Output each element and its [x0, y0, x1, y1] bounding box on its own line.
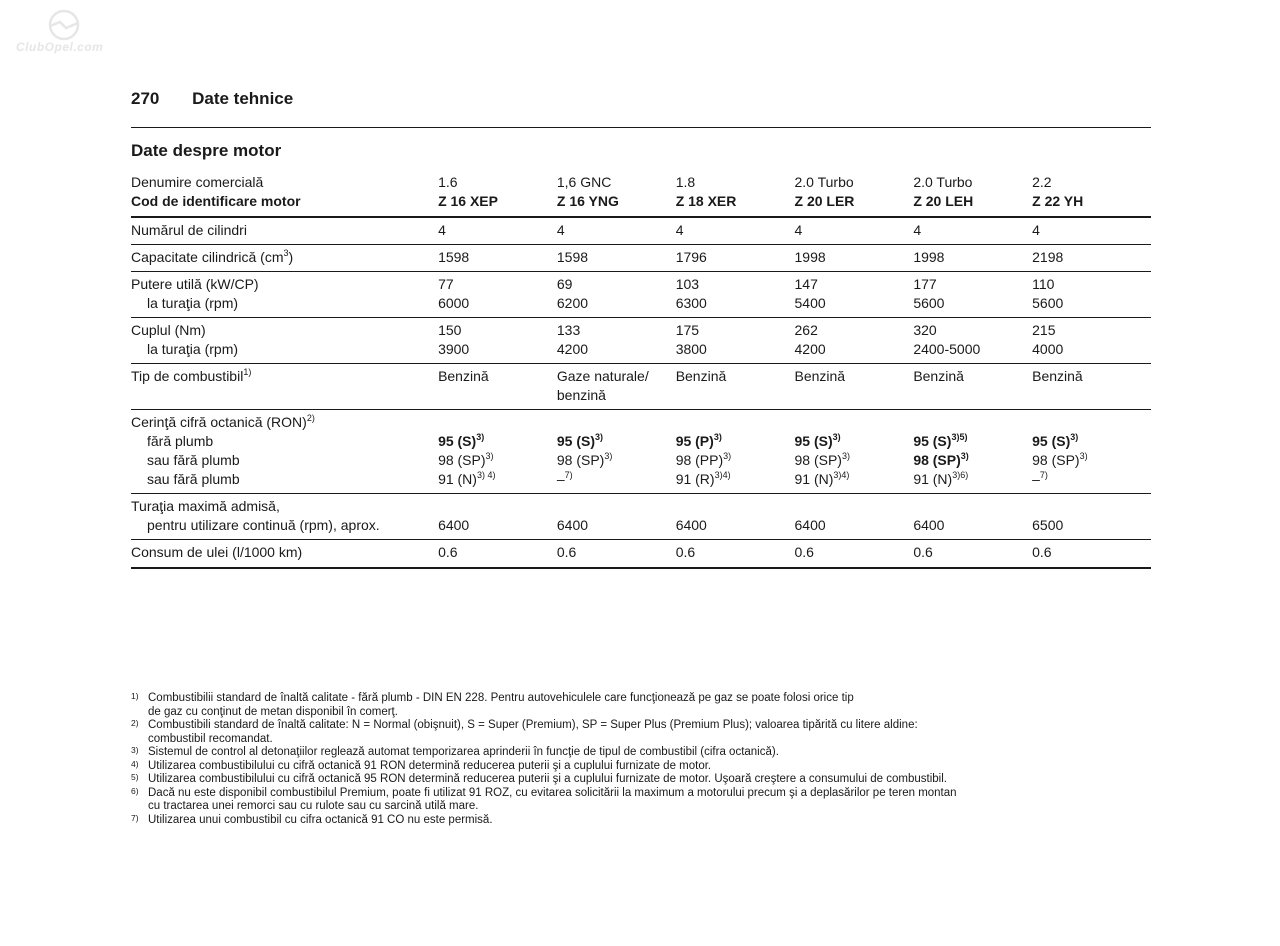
table-cell [913, 410, 1032, 494]
table-cell [1032, 540, 1151, 569]
cell-value: 6400 [913, 517, 945, 533]
engine-code: Z 20 LEH [913, 193, 974, 209]
cell-value: 6300 [675, 295, 707, 311]
table-cell [795, 245, 914, 272]
footnote-mark: 3) [131, 745, 139, 755]
table-cell [438, 540, 557, 569]
cell-value: 6200 [556, 295, 589, 311]
octane-value: 98 (PP)$^{3)}$ [675, 451, 732, 468]
cell-value: 4 [913, 222, 922, 238]
table-cell [131, 272, 438, 318]
table-cell [131, 217, 438, 245]
cell-value: Gaze naturale/ [556, 368, 649, 384]
engine-name: 1.6 [438, 174, 458, 190]
table-cell [131, 494, 438, 540]
footnote-text: de gaz cu conţinut de metan disponibil în comerţ. [148, 705, 398, 718]
watermark-logo [14, 8, 118, 56]
octane-value: –$^{7)}$ [1032, 470, 1048, 487]
table-cell [913, 494, 1032, 540]
cell-value: 147 [794, 276, 818, 292]
page-header [131, 89, 293, 109]
section-title: Date despre motor [131, 141, 282, 160]
row-label: Numărul de cilindri [131, 222, 247, 238]
table-cell [557, 494, 676, 540]
table-cell [557, 272, 676, 318]
table-cell [1032, 494, 1151, 540]
table-cell [438, 364, 557, 410]
cell-value: 6400 [675, 517, 707, 533]
row-sublabel: sau fără plumb [147, 452, 240, 468]
cell-value: 6500 [1032, 517, 1064, 533]
row-label: Consum de ulei (l/1000 km) [131, 544, 303, 560]
cell-value: 110 [1032, 276, 1055, 292]
engine-code: Z 22 YH [1032, 193, 1084, 209]
footnote-mark: 6) [131, 785, 139, 796]
octane-value: 95 $(S)^{3)}$ [556, 432, 604, 449]
footnote-mark: 2) [131, 718, 139, 728]
engine-name: 2.0 Turbo [913, 174, 973, 190]
table-cell [676, 245, 795, 272]
octane-value: 95 $(S)^{3)}$ [1032, 432, 1079, 449]
cell-value: 4000 [1032, 341, 1064, 357]
page-title: Date tehnice [192, 89, 294, 108]
cell-value: 0.6 [794, 544, 814, 560]
row-label: Putere utilă (kW/CP) [131, 276, 259, 292]
octane-value: 91 $(N)^{3) 4)}$ [438, 470, 496, 487]
cell-value: 150 [438, 322, 462, 338]
table-row [131, 245, 1151, 272]
cell-value: 4 [1032, 222, 1040, 238]
octane-value: 98 (SP)$^{3)}$ [438, 451, 494, 468]
table-cell [131, 540, 438, 569]
octane-value: 98 (SP)$^{3)}$ [913, 451, 969, 468]
table-cell [1032, 272, 1151, 318]
table-row [131, 410, 1151, 494]
cell-value: 6400 [438, 517, 470, 533]
octane-value: 91 $(N)^{3)6)}$ [913, 470, 969, 487]
cell-value: 5600 [1032, 295, 1064, 311]
table-cell [1032, 245, 1151, 272]
row-sublabel: sau fără plumb [147, 471, 240, 487]
table-cell [676, 318, 795, 364]
table-cell [1032, 364, 1151, 410]
table-cell [913, 540, 1032, 569]
table-cell [795, 272, 914, 318]
table-cell [913, 364, 1032, 410]
opel-logo-icon [14, 8, 118, 42]
cell-value: 0.6 [1032, 544, 1052, 560]
table-cell [131, 245, 438, 272]
table-cell [676, 272, 795, 318]
footnote [131, 760, 1131, 774]
table-cell [131, 364, 438, 410]
table-row [131, 318, 1151, 364]
cell-value: 6400 [794, 517, 826, 533]
cell-value: 4200 [556, 341, 589, 357]
engine-code: Z 16 YNG [556, 193, 619, 209]
cell-value: benzină [556, 387, 606, 403]
table-cell [438, 272, 557, 318]
footnote [131, 746, 1131, 760]
table-cell [131, 171, 438, 217]
row-label: Turaţia maximă admisă, [131, 498, 280, 514]
footnote-text: Dacă nu este disponibil combustibilul Premium, poate fi utilizat 91 ROZ, cu evitarea solicitării la maximum a motorului precum şi a deplasărilor pe teren montan [148, 786, 957, 799]
cell-value: Benzină [438, 368, 489, 384]
footnote-mark: 4) [131, 758, 139, 769]
cell-value: 2400-5000 [913, 341, 981, 357]
engine-code: Z 16 XEP [438, 193, 498, 209]
table-cell [913, 272, 1032, 318]
cell-value: 6000 [438, 295, 470, 311]
footnotes [131, 692, 1131, 827]
table-cell [557, 171, 676, 217]
header-divider [131, 127, 1151, 128]
cell-value: 1998 [913, 249, 945, 265]
cell-value: 77 [438, 276, 454, 292]
engine-code: Z 18 XER [675, 193, 737, 209]
footnote-text: Sistemul de control al detonaţiilor reglează automat temporizarea aprinderii în funcţie de tipul de combustibil (cifra octanică). [148, 746, 779, 758]
cell-value: 6400 [556, 517, 589, 533]
table-cell [557, 364, 676, 410]
cell-value: 0.6 [438, 544, 458, 560]
table-cell [131, 318, 438, 364]
table-cell [557, 540, 676, 569]
footnote-text: Utilizarea combustibilului cu cifră octanică 91 RON determină reducerea puterii şi a cuplului furnizate de motor. [148, 759, 712, 772]
table-cell [557, 318, 676, 364]
cell-value: Benzină [913, 368, 964, 384]
page-number: 270 [131, 89, 160, 108]
row-sublabel: la turaţia (rpm) [147, 295, 239, 311]
table-row [131, 217, 1151, 245]
engine-name: 1.8 [675, 174, 696, 190]
cell-value: 175 [675, 322, 700, 338]
row-label: Cuplul (Nm) [131, 322, 206, 338]
table-cell [438, 410, 557, 494]
table-cell [438, 318, 557, 364]
table-cell [676, 364, 795, 410]
octane-value: 95 $(S)^{3)}$ [794, 432, 841, 449]
table-cell [1032, 171, 1151, 217]
cell-value: 4200 [794, 341, 826, 357]
octane-value: 98 (SP)$^{3)}$ [1032, 451, 1088, 468]
footnote-mark: 1) [131, 691, 139, 701]
table-row [131, 494, 1151, 540]
octane-value: 91 $(N)^{3)4)}$ [794, 470, 850, 487]
table-cell [913, 171, 1032, 217]
cell-value: 5400 [794, 295, 826, 311]
table-cell [1032, 318, 1151, 364]
table-row [131, 364, 1151, 410]
cell-value: 3900 [438, 341, 470, 357]
table-cell [795, 364, 914, 410]
footnote [131, 787, 1131, 814]
table-row [131, 272, 1151, 318]
table-cell [1032, 410, 1151, 494]
table-cell [438, 245, 557, 272]
table-cell [795, 410, 914, 494]
cell-value: 320 [913, 322, 937, 338]
octane-value: 98 (SP)$^{3)}$ [556, 451, 613, 468]
table-cell [913, 217, 1032, 245]
row-label: Denumire comercială [131, 174, 264, 190]
cell-value: 0.6 [675, 544, 696, 560]
footnote [131, 814, 1131, 828]
cell-value: Benzină [675, 368, 727, 384]
engine-name: 2.2 [1032, 174, 1052, 190]
footnote-mark: 7) [131, 812, 139, 823]
row-label: Tip de combustibil$^{1)}$ [131, 367, 252, 384]
octane-value: 95 $(S)^{3)}$ [438, 432, 485, 449]
octane-value: 98 (SP)$^{3)}$ [794, 451, 850, 468]
table-cell [676, 494, 795, 540]
table-cell [557, 217, 676, 245]
cell-value: 2198 [1032, 249, 1064, 265]
table-cell [676, 171, 795, 217]
table-cell [438, 494, 557, 540]
table-cell [795, 540, 914, 569]
cell-value: 4 [556, 222, 565, 238]
cell-value: 3800 [675, 341, 707, 357]
table-header-row [131, 171, 1151, 217]
footnote [131, 719, 1131, 746]
cell-value: Benzină [1032, 368, 1083, 384]
cell-value: 1998 [794, 249, 826, 265]
row-label: Capacitate cilindrică $(cm^3)$ [131, 248, 294, 265]
table-cell [795, 494, 914, 540]
table-cell [557, 410, 676, 494]
cell-value: 103 [675, 276, 700, 292]
row-sublabel: pentru utilizare continuă (rpm), aprox. [147, 517, 380, 533]
cell-value: Benzină [794, 368, 846, 384]
footnote [131, 692, 1131, 719]
cell-value: 215 [1032, 322, 1056, 338]
footnote [131, 773, 1131, 787]
engine-name: 2.0 Turbo [794, 174, 854, 190]
octane-value: 95 $(P)^{3)}$ [675, 432, 722, 449]
cell-value: 4 [438, 222, 446, 238]
footnote-mark: 5) [131, 772, 139, 782]
footnote-text: combustibil recomandat. [148, 732, 273, 745]
octane-value: 95 $(S)^{3)5)}$ [913, 432, 968, 449]
row-label: Cerinţă cifră octanică (RON)$^{2)}$ [131, 413, 315, 430]
watermark-text: ClubOpel.com [16, 40, 104, 54]
table-cell [1032, 217, 1151, 245]
cell-value: 4 [794, 222, 803, 238]
table-row [131, 540, 1151, 569]
row-sublabel: la turaţia (rpm) [147, 341, 239, 357]
engine-name: 1,6 GNC [556, 174, 612, 190]
footnote-text: cu tractarea unei remorci sau cu rulote sau cu sarcină utilă mare. [148, 800, 479, 812]
cell-value: 1796 [675, 249, 707, 265]
cell-value: 177 [913, 276, 937, 292]
table-cell [795, 171, 914, 217]
footnote-text: Combustibilii standard de înaltă calitate - fără plumb - DIN EN 228. Pentru autovehiculele care funcţionează pe gaz se poate folosi orice tip [148, 692, 854, 704]
table-cell [438, 171, 557, 217]
cell-value: 1598 [438, 249, 470, 265]
table-cell [913, 245, 1032, 272]
cell-value: 262 [794, 322, 818, 338]
cell-value: 0.6 [913, 544, 933, 560]
row-label: Cod de identificare motor [131, 193, 301, 209]
table-cell [676, 540, 795, 569]
table-cell [438, 217, 557, 245]
cell-value: 0.6 [556, 544, 577, 560]
table-cell [913, 318, 1032, 364]
cell-value: 4 [675, 222, 684, 238]
row-sublabel: fără plumb [147, 433, 214, 449]
footnote-text: Utilizarea combustibilului cu cifră octanică 95 RON determină reducerea puterii şi a cuplului furnizate de motor. Uşoară creştere a consumului de combustibil. [148, 773, 947, 785]
table-cell [676, 217, 795, 245]
cell-value: 1598 [556, 249, 589, 265]
table-cell [795, 217, 914, 245]
cell-value: 133 [556, 322, 581, 338]
octane-value: –$^{7)}$ [556, 470, 573, 487]
table-cell [676, 410, 795, 494]
engine-code: Z 20 LER [794, 193, 855, 209]
octane-value: 91 $(R)^{3)4)}$ [675, 470, 731, 487]
table-cell [557, 245, 676, 272]
cell-value: 69 [556, 276, 573, 292]
cell-value: 5600 [913, 295, 945, 311]
engine-data-table [131, 171, 1151, 569]
footnote-text: Combustibili standard de înaltă calitate: N = Normal (obişnuit), S = Super (Premium), SP = Super Plus (Premium Plus); valoarea tipărită cu litere aldine: [148, 719, 918, 731]
table-cell [131, 410, 438, 494]
footnote-text: Utilizarea unui combustibil cu cifra octanică 91 CO nu este permisă. [148, 813, 493, 826]
table-cell [795, 318, 914, 364]
